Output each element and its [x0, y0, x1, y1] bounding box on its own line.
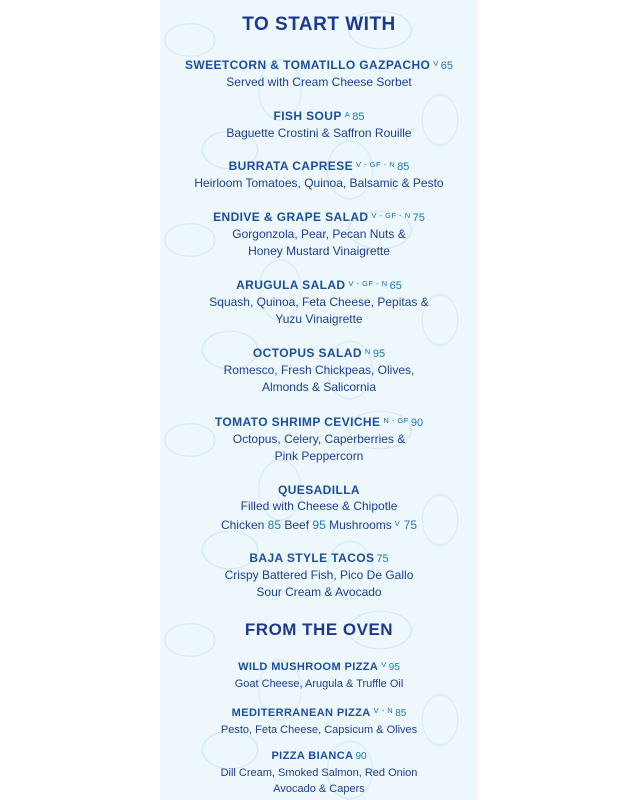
item-price: 90 — [355, 751, 367, 762]
item-description: Heirloom Tomatoes, Quinoa, Balsamic & Pesto — [194, 176, 444, 190]
item-description: Served with Cream Cheese Sorbet — [226, 75, 412, 89]
menu-item — [140, 56, 498, 91]
item-name: TOMATO SHRIMP CEVICHE — [214, 415, 381, 429]
item-description: Gorgonzola, Pear, Pecan Nuts & — [232, 227, 406, 241]
item-price: 95 — [388, 662, 400, 673]
item-description: Sour Cream & Avocado — [256, 585, 382, 599]
item-description: Almonds & Salicornia — [261, 380, 377, 394]
item-name: FISH SOUP — [273, 109, 342, 123]
option-mushrooms: Mushrooms — [329, 518, 392, 532]
menu-item — [140, 107, 498, 142]
menu-item — [140, 208, 498, 260]
item-description: Goat Cheese, Arugula & Truffle Oil — [234, 678, 404, 690]
item-description: Honey Mustard Vinaigrette — [248, 244, 390, 258]
item-name: SWEETCORN & TOMATILLO GAZPACHO — [184, 58, 431, 72]
item-price: 90 — [410, 417, 424, 429]
item-description: Filled with Cheese & Chipotle — [240, 499, 398, 513]
dietary-tags: V — [381, 660, 387, 669]
menu-item — [140, 413, 498, 465]
option-chicken: Chicken — [220, 518, 265, 532]
item-price: 85 — [397, 161, 410, 173]
item-price: 95 — [372, 348, 386, 360]
menu-item — [140, 748, 498, 797]
item-description: Squash, Quinoa, Feta Cheese, Pepitas & — [209, 295, 429, 309]
item-name: MEDITERRANEAN PIZZA — [231, 707, 371, 719]
item-description: Romesco, Fresh Chickpeas, Olives, — [223, 363, 415, 377]
menu-item — [140, 276, 498, 328]
menu-item — [140, 703, 498, 738]
item-name: WILD MUSHROOM PIZZA — [238, 661, 379, 673]
dietary-tags: V - GF - N — [356, 160, 396, 169]
item-description: Octopus, Celery, Caperberries & — [232, 432, 406, 446]
section-title-from-the-oven: FROM THE OVEN — [244, 620, 394, 639]
dietary-tags: V - GF - N — [371, 211, 411, 220]
item-description: Pesto, Feta Cheese, Capsicum & Olives — [220, 724, 418, 736]
item-price: 65 — [440, 60, 454, 72]
menu-item — [140, 657, 498, 692]
dietary-tags: V — [433, 59, 439, 68]
dietary-tags: A — [344, 110, 351, 119]
item-name: OCTOPUS SALAD — [252, 346, 362, 360]
item-description: Pink Peppercorn — [274, 449, 364, 463]
item-name: PIZZA BIANCA — [271, 750, 354, 762]
item-description: Dill Cream, Smoked Salmon, Red Onion — [220, 767, 418, 779]
option-beef: Beef — [284, 518, 310, 532]
dietary-tags: V - GF - N — [348, 279, 388, 288]
option-mushrooms-price: 75 — [403, 518, 418, 532]
menu-item — [140, 550, 498, 601]
menu-item — [140, 344, 498, 396]
item-description: Yuzu Vinaigrette — [275, 312, 363, 326]
item-name: BURRATA CAPRESE — [228, 159, 354, 173]
quesadilla-options — [140, 515, 498, 534]
menu-card — [160, 0, 478, 800]
option-chicken-price: 85 — [267, 518, 282, 532]
item-price: 65 — [389, 280, 402, 292]
menu-item — [140, 482, 498, 534]
item-price: 85 — [352, 111, 365, 123]
dietary-tags: N - GF — [383, 416, 409, 425]
item-description: Avocado & Capers — [273, 783, 365, 795]
menu-item — [140, 157, 498, 192]
item-description: Baguette Crostini & Saffron Rouille — [226, 126, 412, 140]
item-name: ENDIVE & GRAPE SALAD — [213, 210, 369, 224]
option-beef-price: 95 — [312, 518, 326, 532]
item-price: 75 — [412, 212, 425, 224]
dietary-tags: N — [364, 347, 371, 356]
dietary-tags: V - N — [373, 706, 394, 715]
dietary-tags: V — [394, 519, 401, 528]
section-title-to-start-with: TO START WITH — [242, 14, 396, 35]
item-name: BAJA STYLE TACOS — [249, 551, 375, 565]
item-price: 85 — [395, 708, 407, 719]
item-name: ARUGULA SALAD — [236, 278, 346, 292]
item-price: 75 — [376, 553, 389, 565]
item-name: QUESADILLA — [278, 483, 360, 497]
item-description: Crispy Battered Fish, Pico De Gallo — [224, 568, 414, 582]
